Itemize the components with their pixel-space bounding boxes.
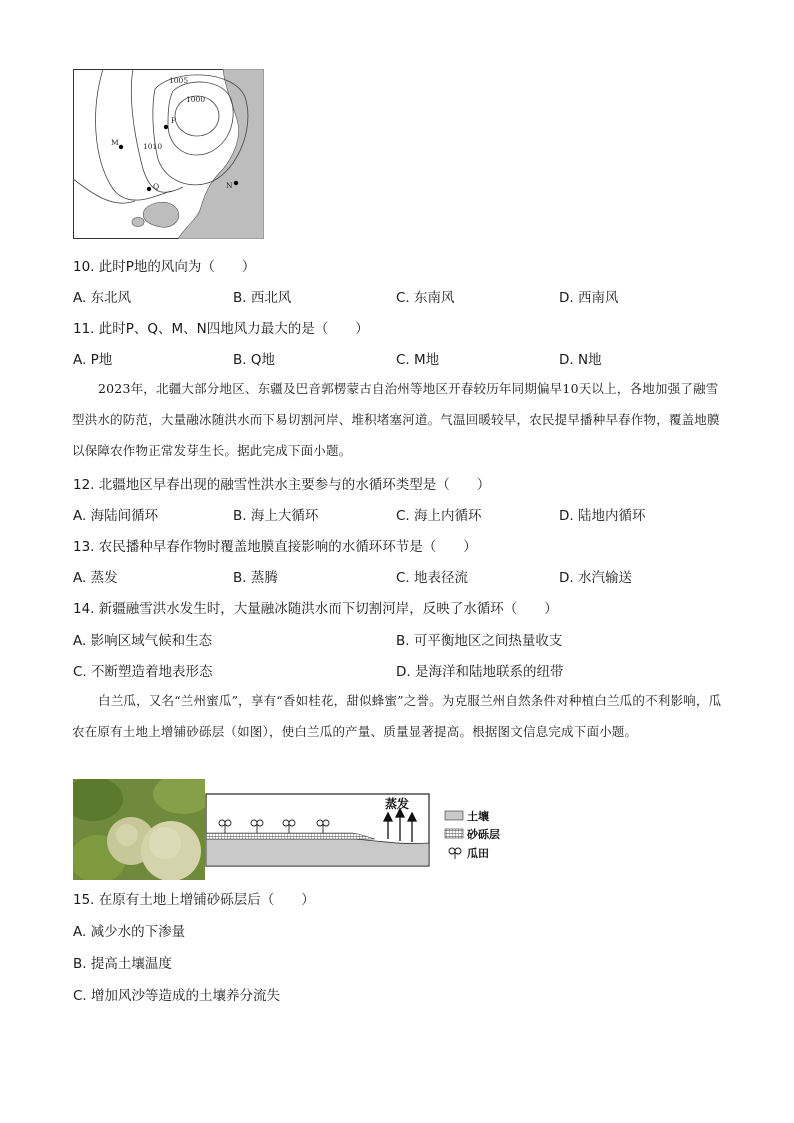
q10-option-c: C. 东南风 [396,290,455,306]
q12-option-d: D. 陆地内循环 [559,508,646,524]
q14-option-b: B. 可平衡地区之间热量收支 [396,633,563,649]
legend-soil-swatch [445,811,463,820]
gravel-layer [206,833,375,839]
legend-gravel-swatch [445,829,463,838]
label-1005: 1005 [169,76,189,85]
q12-option-a: A. 海陆间循环 [73,508,159,524]
gravel-layer-diagram [205,793,505,868]
label-n: N [226,181,233,190]
q10-option-b: B. 西北风 [233,290,292,306]
q11-option-d: D. N地 [559,352,602,368]
question-10: 10. 此时P地的风向为（ ） [73,259,256,275]
legend-melon-label: 瓜田 [467,847,489,860]
question-14: 14. 新疆融雪洪水发生时，大量融冰随洪水而下切割河岸，反映了水循环（ ） [73,601,558,617]
q15-option-a: A. 减少水的下渗量 [73,924,186,940]
point-m [119,145,123,149]
label-q: Q [153,182,160,191]
q13-option-a: A. 蒸发 [73,570,118,586]
q15-option-c: C. 增加风沙等造成的土壤养分流失 [73,988,281,1004]
isobar-map-figure [73,69,264,239]
q14-option-c: C. 不断塑造着地表形态 [73,664,213,680]
point-p [164,125,168,129]
label-1000: 1000 [186,95,206,104]
evaporation-label: 蒸发 [385,797,410,811]
label-m: M [111,138,119,147]
q11-option-b: B. Q地 [233,352,275,368]
island-small [132,217,144,226]
q12-option-b: B. 海上大循环 [233,508,319,524]
q11-option-a: A. P地 [73,352,113,368]
question-11: 11. 此时P、Q、M、N四地风力最大的是（ ） [73,321,369,337]
passage-xinjiang: 2023年，北疆大部分地区、东疆及巴音郭楞蒙古自治州等地区开春较历年同期偏早10天以上，各地加强了融雪型洪水的防范，大量融冰随洪水而下易切割河岸、堆积堵塞河道。气温回暖较早，农民提早播种早春作物，覆盖地膜以保障农作物正常发芽生长。据此完成下面小题。 [72,381,720,458]
q13-option-b: B. 蒸腾 [233,570,278,586]
q12-option-c: C. 海上内循环 [396,508,482,524]
q14-option-a: A. 影响区域气候和生态 [73,633,213,649]
q11-option-c: C. M地 [396,352,440,368]
soil-layer [206,839,429,866]
legend-melon-icon [449,848,461,859]
melon-photo [73,779,205,880]
question-12: 12. 北疆地区早春出现的融雪性洪水主要参与的水循环类型是（ ） [73,477,491,493]
q10-option-a: A. 东北风 [73,290,132,306]
passage-melon: 白兰瓜，又名“兰州蜜瓜”，享有“香如桂花，甜似蜂蜜”之誉。为克服兰州自然条件对种植白兰瓜的不利影响，瓜农在原有土地上增铺砂砾层（如图），使白兰瓜的产量、质量显著提高。根据图文信息完成下面小题。 [72,693,722,739]
label-1010: 1010 [143,142,163,151]
q10-option-d: D. 西南风 [559,290,619,306]
q14-option-d: D. 是海洋和陆地联系的纽带 [396,664,564,680]
q15-option-b: B. 提高土壤温度 [73,956,172,972]
label-p: P [171,116,177,125]
q13-option-d: D. 水汽输送 [559,570,632,586]
q13-option-c: C. 地表径流 [396,570,469,586]
legend-gravel-label: 砂砾层 [467,828,500,841]
point-q [147,187,151,191]
question-13: 13. 农民播种早春作物时覆盖地膜直接影响的水循环环节是（ ） [73,539,477,555]
point-n [234,181,238,185]
question-15: 15. 在原有土地上增铺砂砾层后（ ） [73,892,315,908]
legend-soil-label: 土壤 [467,810,489,823]
